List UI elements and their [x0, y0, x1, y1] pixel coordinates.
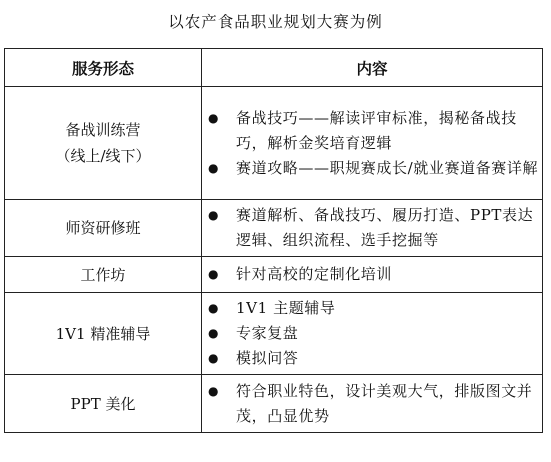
- bullet-icon: ●: [208, 301, 220, 315]
- service-form-cell: [5, 375, 202, 433]
- content-cell: [202, 293, 543, 375]
- list-item: [202, 106, 542, 156]
- service-form-cell: [5, 257, 202, 293]
- content-cell: [202, 375, 543, 433]
- service-form-cell: [5, 87, 202, 200]
- bullet-icon: ●: [208, 160, 220, 175]
- list-item: [202, 296, 542, 321]
- list-item-text: 专家复盘: [236, 324, 299, 342]
- service-form-cell: [5, 293, 202, 375]
- service-form-name: 工作坊: [80, 265, 126, 284]
- bullet-icon: ●: [208, 383, 220, 398]
- list-item-text: 1V1 主题辅导: [236, 299, 336, 317]
- header-content: 内容: [202, 49, 543, 87]
- document-title: 以农产食品职业规划大赛为例: [168, 13, 383, 31]
- bullet-icon: ●: [208, 208, 220, 222]
- table-row: [5, 293, 543, 375]
- list-item-text: 模拟问答: [236, 349, 299, 367]
- service-form-cell: [5, 200, 202, 257]
- content-cell: [202, 87, 543, 200]
- services-table: [4, 48, 543, 433]
- service-form-note: （线上/线下）: [55, 147, 151, 165]
- bullet-icon: ●: [208, 351, 220, 365]
- list-item-text: 赛道攻略——职规赛成长/就业赛道备赛详解: [236, 158, 539, 177]
- list-item: [202, 346, 542, 371]
- content-cell: [202, 257, 543, 293]
- list-item: [202, 262, 542, 287]
- service-form-name: PPT 美化: [70, 394, 136, 413]
- table-row: [5, 200, 543, 257]
- header-service-form: 服务形态: [5, 49, 202, 87]
- bullet-icon: ●: [208, 267, 220, 281]
- list-item: [202, 203, 542, 253]
- table-row: [5, 375, 543, 433]
- table-header-row: [5, 49, 543, 87]
- service-form-name: 1V1 精准辅导: [55, 324, 151, 343]
- content-cell: [202, 200, 543, 257]
- list-item-text: 针对高校的定制化培训: [236, 265, 393, 283]
- bullet-icon: ●: [208, 110, 220, 125]
- table-row: [5, 257, 543, 293]
- list-item-text: 符合职业特色，设计美观大气，排版图文并茂，凸显优势: [236, 381, 533, 425]
- service-form-name: 师资研修班: [65, 219, 141, 237]
- list-item-text: 备战技巧——解读评审标准，揭秘备战技巧，解析金奖培育逻辑: [236, 108, 517, 152]
- list-item-text: 赛道解析、备战技巧、履历打造、PPT表达逻辑、组织流程、选手挖掘等: [236, 206, 534, 249]
- table-row: [5, 87, 543, 200]
- list-item: [202, 379, 542, 429]
- service-form-name: 备战训练营: [65, 121, 141, 139]
- bullet-icon: ●: [208, 326, 220, 340]
- list-item: [202, 321, 542, 346]
- list-item: [202, 156, 542, 181]
